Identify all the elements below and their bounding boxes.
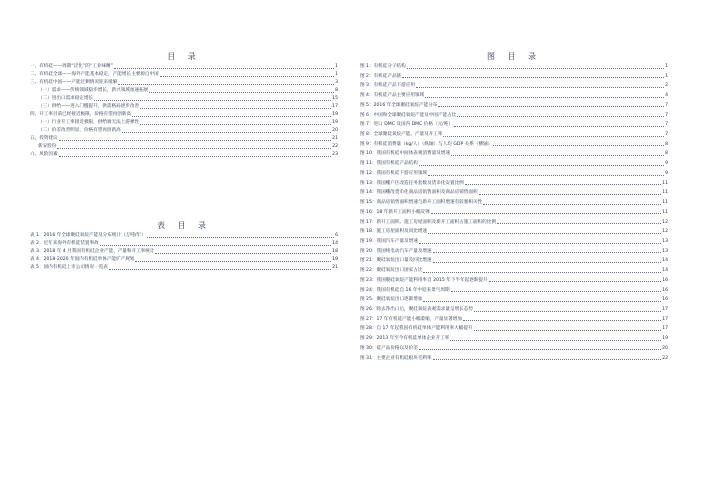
entry-title: 图 3：有机硅产品下游应用	[360, 83, 415, 89]
entry-title: 表 1：2016 年全球聚硅氧烷产能及分布统计（万吨/年）	[30, 232, 146, 238]
dot-leader	[451, 155, 664, 156]
dot-leader	[443, 136, 664, 137]
entry-title: 图 11：我国有机硅产品结构	[360, 161, 418, 167]
entry-title: 图 20：我国纯电动汽车产量及增速	[360, 248, 432, 254]
page-number: 13	[662, 238, 668, 244]
tables-entry[interactable]	[30, 232, 338, 239]
entry-title: 图 16：18 年新开工面积小幅反弹	[360, 209, 430, 215]
entry-title: 四、开工率目前已经接近极限，价格有望再创新高	[30, 111, 132, 117]
entry-title: 图 10：我国有机硅中间体表观消费量及增速	[360, 151, 450, 157]
dot-leader	[428, 233, 661, 234]
entry-title: 图 15：商品房销售面积增速与新开工面积增速有较强相关性	[360, 200, 483, 206]
dot-leader	[416, 87, 664, 88]
page-number: 19	[332, 119, 338, 125]
entry-title: （一）需求——传统领域稳步增长，新兴领域加速拓展	[38, 87, 149, 93]
page-number: 16	[662, 297, 668, 303]
entry-title: 图 5：2016 年全球聚硅氧烷产能分布	[360, 102, 438, 108]
figures-entry[interactable]	[360, 189, 668, 196]
page-number: 6	[335, 232, 338, 238]
figures-entry[interactable]	[360, 209, 668, 216]
dot-leader	[433, 359, 662, 360]
page-number: 8	[665, 141, 668, 147]
entry-title: 图 18：施工房屋面积及同比增速	[360, 229, 428, 235]
figures-entry[interactable]	[360, 141, 668, 148]
page-number: 20	[332, 127, 338, 133]
figures-entry[interactable]	[360, 306, 668, 313]
dot-leader	[59, 140, 332, 141]
entry-title: 图 23：我国聚硅氧烷产能利用率自 2015 年下半年起逐渐提升	[360, 277, 488, 283]
dot-leader	[479, 194, 662, 195]
entry-title: 图 4：有机硅产品主要应用领域	[360, 93, 425, 99]
dot-leader	[474, 311, 661, 312]
page-number: 14	[662, 258, 668, 264]
dot-leader	[457, 116, 664, 117]
page-number: 14	[662, 268, 668, 274]
contents-entry[interactable]	[30, 87, 338, 94]
dot-leader	[425, 97, 664, 98]
dot-leader	[100, 245, 331, 246]
dot-leader	[140, 124, 331, 125]
page-number: 16	[662, 287, 668, 293]
tables-entry[interactable]	[30, 240, 338, 247]
dot-leader	[465, 184, 661, 185]
page-number: 17	[662, 306, 668, 312]
contents-entry[interactable]	[30, 79, 338, 86]
figures-entry[interactable]	[360, 82, 668, 89]
contents-entry[interactable]	[30, 111, 338, 118]
figures-entry[interactable]	[360, 121, 668, 128]
page-number: 9	[665, 170, 668, 176]
entry-title: 五、投资建议	[30, 135, 58, 141]
page-number: 7	[665, 102, 668, 108]
figures-entry[interactable]	[360, 238, 668, 245]
entry-title: 图 7：进口 DMC 及国内 DMC 价格（元/吨）	[360, 122, 453, 128]
page-number: 18	[332, 249, 338, 255]
entry-title: 图 27：17 年有机硅产能小幅萎缩，产量显著增加	[360, 316, 462, 322]
page-number: 19	[332, 257, 338, 263]
dot-leader	[149, 92, 334, 93]
dot-leader	[489, 281, 662, 282]
page-number: 7	[665, 112, 668, 118]
dot-leader	[419, 243, 661, 244]
figures-entry[interactable]	[360, 345, 668, 352]
entry-title: 新安股份	[38, 143, 57, 149]
dot-leader	[419, 349, 661, 350]
dot-leader	[147, 237, 335, 238]
entry-title: （二）价差改善明显，价格有望再创新高	[38, 127, 121, 133]
dot-leader	[59, 156, 332, 157]
entry-title: 表 2：近年来海外有机硅装置事故	[30, 241, 99, 247]
figures-entry[interactable]	[360, 248, 668, 255]
entry-title: 表 5：国内有机硅上市公司情况一览表	[30, 265, 108, 271]
page-number: 12	[662, 219, 668, 225]
figures-entry[interactable]	[360, 92, 668, 99]
page-number: 1	[335, 71, 338, 77]
dot-leader	[155, 253, 331, 254]
entry-title: 图 1：有机硅分子结构	[360, 63, 406, 69]
dot-leader	[454, 126, 664, 127]
dot-leader	[423, 301, 661, 302]
entry-title: （三）供给——进入门槛提升，供需格局逐步改善	[38, 103, 140, 109]
page-number: 23	[332, 151, 338, 157]
figures-entry[interactable]	[360, 131, 668, 138]
dot-leader	[428, 175, 664, 176]
entry-title: 图 28：自 17 年起我国有机硅单体产能利用率大幅提升	[360, 326, 473, 332]
figures-entry[interactable]	[360, 63, 668, 70]
page-number: 9	[665, 161, 668, 167]
contents-entry[interactable]	[30, 127, 338, 134]
entry-title: 图 19：我国汽车产量及增速	[360, 238, 418, 244]
dot-leader	[160, 76, 334, 77]
page-number: 1	[665, 63, 668, 69]
contents-entry[interactable]	[30, 95, 338, 102]
page-number: 1	[335, 63, 338, 69]
page-number: 11	[662, 209, 668, 215]
dot-leader	[114, 68, 334, 69]
figures-entry[interactable]	[360, 112, 668, 119]
figures-title: 图 目 录	[486, 52, 542, 61]
contents-entry[interactable]	[30, 151, 338, 158]
entry-title: 图 24：我国有机硅自 16 年中迎来景气周期	[360, 287, 450, 293]
entry-title: （一）行业开工率接近极限，供给端无法上游弹性	[38, 119, 140, 125]
left-column	[30, 0, 338, 496]
contents-entry[interactable]	[30, 135, 338, 142]
contents-entry[interactable]	[30, 119, 338, 126]
page-number: 7	[665, 122, 668, 128]
figures-entry[interactable]	[360, 160, 668, 167]
entry-title: 三、有机硅中国——产能过剩情况迎来缓解	[30, 79, 118, 85]
figures-entry[interactable]	[360, 102, 668, 109]
page-number: 4	[665, 93, 668, 99]
dot-leader	[109, 269, 331, 270]
entry-title: 图 17：新开工面积、施工房屋面积及新开工面积占施工面积的比例	[360, 219, 496, 225]
contents-title: 目 录	[167, 52, 201, 61]
dot-leader	[493, 145, 664, 146]
page-number: 8	[665, 151, 668, 157]
figures-entry[interactable]	[360, 180, 668, 187]
entry-title: 图 25：聚硅氧烷出口逐渐增加	[360, 297, 423, 303]
dot-leader	[433, 252, 662, 253]
entry-title: 表 4：2018-2020 年国内有机硅单体产能扩产规划	[30, 257, 135, 263]
tables-entry[interactable]	[30, 248, 338, 255]
figures-entry[interactable]	[360, 325, 668, 332]
page-number: 22	[332, 143, 338, 149]
contents-entry[interactable]	[30, 63, 338, 70]
dot-leader	[451, 291, 662, 292]
page-number: 3	[335, 79, 338, 85]
page-number: 8	[335, 87, 338, 93]
entry-title: 表 3：2018 年 4 月我国有机硅企业产能、产量和开工率统计	[30, 249, 155, 255]
figures-entry[interactable]	[360, 219, 668, 226]
dot-leader	[431, 213, 661, 214]
page-number: 11	[662, 180, 668, 186]
dot-leader	[132, 116, 331, 117]
page-number: 22	[662, 355, 668, 361]
entry-title: 图 2：有机硅产品链	[360, 73, 402, 79]
entry-title: 图 8：全球聚硅氧烷产能、产量及开工率	[360, 132, 443, 138]
figures-entry[interactable]	[360, 355, 668, 362]
figures-entry[interactable]	[360, 335, 668, 342]
dot-leader	[135, 261, 331, 262]
page-number: 12	[662, 229, 668, 235]
dot-leader	[463, 320, 661, 321]
entry-title: （二）进出口需求稳定增长	[38, 95, 94, 101]
page-number: 14	[332, 241, 338, 247]
dot-leader	[140, 108, 331, 109]
dot-leader	[57, 148, 331, 149]
page-number: 17	[662, 316, 668, 322]
dot-leader	[438, 106, 664, 107]
dot-leader	[419, 165, 664, 166]
figures-entry[interactable]	[360, 170, 668, 177]
dot-leader	[497, 223, 661, 224]
page-number: 21	[332, 135, 338, 141]
page-number: 19	[332, 111, 338, 117]
page-number: 19	[662, 336, 668, 342]
page-number: 1	[665, 73, 668, 79]
tables-title: 表 目 录	[156, 221, 212, 230]
entry-title: 二、有机硅全球——海外产能基本稳定，产能增长主要源自中国	[30, 71, 159, 77]
page-number: 7	[665, 132, 668, 138]
contents-entry[interactable]	[30, 143, 338, 150]
entry-title: 图 9：有机硅消费量（kg/人）（纵轴）与人均 GDP 关系（横轴）	[360, 141, 493, 147]
page-number: 21	[332, 265, 338, 271]
tables-entry[interactable]	[30, 256, 338, 263]
entry-title: 图 26：除去净出口后，聚硅氧烷表观需求量呈增长态势	[360, 306, 473, 312]
figures-entry[interactable]	[360, 296, 668, 303]
figures-entry[interactable]	[360, 199, 668, 206]
entry-title: 图 6：中国和全球聚硅氧烷产能及中国产能占比	[360, 112, 457, 118]
page-number: 11	[662, 190, 668, 196]
dot-leader	[402, 77, 664, 78]
figures-entry[interactable]	[360, 316, 668, 323]
dot-leader	[433, 262, 662, 263]
right-column	[360, 0, 668, 496]
tables-entry[interactable]	[30, 264, 338, 271]
figures-entry[interactable]	[360, 257, 668, 264]
page-number: 2	[665, 83, 668, 89]
page-number: 11	[662, 200, 668, 206]
page-number: 20	[662, 345, 668, 351]
entry-title: 图 30：硅产品价格以及价差	[360, 345, 418, 351]
figures-entry[interactable]	[360, 150, 668, 157]
dot-leader	[118, 84, 334, 85]
entry-title: 图 22：聚硅氧烷出口国家占比	[360, 268, 423, 274]
figures-entry[interactable]	[360, 267, 668, 274]
page-number: 16	[662, 277, 668, 283]
entry-title: 图 12：我国有机硅下游应用领域	[360, 170, 428, 176]
figures-entry[interactable]	[360, 277, 668, 284]
dot-leader	[94, 100, 331, 101]
entry-title: 图 31：主要企业有机硅板块毛利率	[360, 355, 432, 361]
dot-leader	[407, 68, 664, 69]
dot-leader	[474, 330, 662, 331]
contents-entry[interactable]	[30, 71, 338, 78]
page-number: 15	[332, 95, 338, 101]
dot-leader	[122, 132, 331, 133]
contents-entry[interactable]	[30, 103, 338, 110]
dot-leader	[450, 340, 661, 341]
entry-title: 一、有机硅——周期“泛化”的“工业味精”	[30, 63, 114, 69]
dot-leader	[483, 204, 661, 205]
entry-title: 图 29：2013 年至今有机硅单体企业开工率	[360, 336, 450, 342]
entry-title: 图 14：我国棚改货币化商品房销售面积及商品房销售面积	[360, 190, 478, 196]
entry-title: 六、风险因素	[30, 151, 58, 157]
figures-entry[interactable]	[360, 73, 668, 80]
entry-title: 图 21：聚硅氧烷出口量及同比增速	[360, 258, 432, 264]
entry-title: 图 13：我国棚户区改造任务套数及货币化安置比例	[360, 180, 464, 186]
figures-entry[interactable]	[360, 287, 668, 294]
page-number: 17	[662, 326, 668, 332]
page-number: 17	[332, 103, 338, 109]
dot-leader	[423, 272, 661, 273]
page-number: 13	[662, 248, 668, 254]
figures-entry[interactable]	[360, 228, 668, 235]
